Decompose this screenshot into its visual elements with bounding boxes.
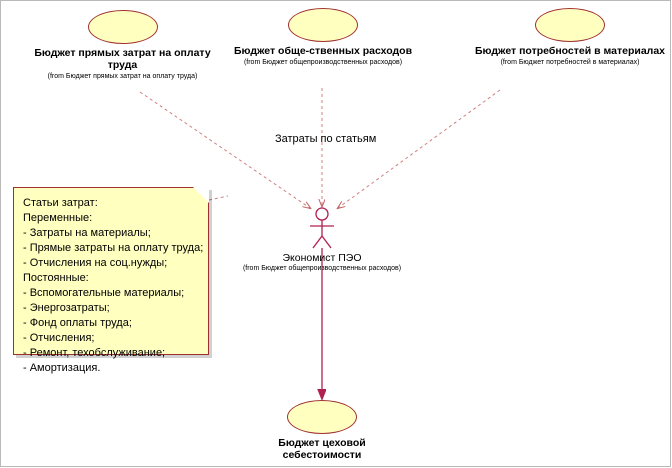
note-line: - Отчисления; xyxy=(23,332,95,344)
note-cost-items[interactable] xyxy=(13,187,209,374)
note-line: - Фонд оплаты труда; xyxy=(23,317,132,329)
use-case-stereotype: (from Бюджет общепроизводственных расходов) xyxy=(243,59,403,66)
use-case-general-expenses[interactable] xyxy=(228,8,418,67)
use-case-title-line2: труда xyxy=(107,59,138,71)
use-case-title-line1: Бюджет потребностей в материалах xyxy=(474,45,666,57)
use-case-stereotype: (from Бюджет прямых затрат на оплату труда) xyxy=(47,73,198,80)
note-line: - Ремонт, техобслуживание; xyxy=(23,347,166,359)
note-line: - Вспомогательные материалы; xyxy=(23,287,185,299)
use-case-ellipse xyxy=(287,400,357,434)
link-note-anchor xyxy=(209,196,228,200)
actor-stereotype: (from Бюджет общепроизводственных расходов) xyxy=(242,265,402,272)
note-line: - Прямые затраты на оплату труда; xyxy=(23,242,204,254)
note-line: - Энергозатраты; xyxy=(23,302,110,314)
use-case-title-line1: Бюджет цеховой xyxy=(278,437,366,449)
actor-economist[interactable] xyxy=(210,250,434,273)
link-material-needs-to-actor xyxy=(338,90,500,208)
use-case-title-line1: Бюджет обще-ственных расходов xyxy=(233,45,413,57)
use-case-stereotype: (from Бюджет потребностей в материалах) xyxy=(500,59,640,66)
use-case-ellipse xyxy=(535,8,605,42)
use-case-shop-cost[interactable] xyxy=(237,400,407,461)
use-case-title-line2: себестоимости xyxy=(282,449,362,461)
note-line: - Амортизация. xyxy=(23,362,101,374)
use-case-title-line1: Бюджет прямых затрат на оплату xyxy=(34,47,211,59)
note-line: Статьи затрат: xyxy=(23,197,98,209)
use-case-direct-labor[interactable] xyxy=(20,10,225,81)
use-case-material-needs[interactable] xyxy=(470,8,670,67)
actor-label: Экономист ПЭО xyxy=(282,252,362,264)
note-fold-corner xyxy=(193,187,209,203)
use-case-ellipse xyxy=(288,8,358,42)
note-line: Постоянные: xyxy=(23,272,89,284)
note-line: - Отчисления на соц.нужды; xyxy=(23,257,168,269)
edge-label-cost-items: Затраты по статьям xyxy=(275,133,377,145)
note-line: - Затраты на материалы; xyxy=(23,227,151,239)
actor-figure xyxy=(310,208,334,248)
note-line: Переменные: xyxy=(23,212,93,224)
use-case-ellipse xyxy=(88,10,158,44)
